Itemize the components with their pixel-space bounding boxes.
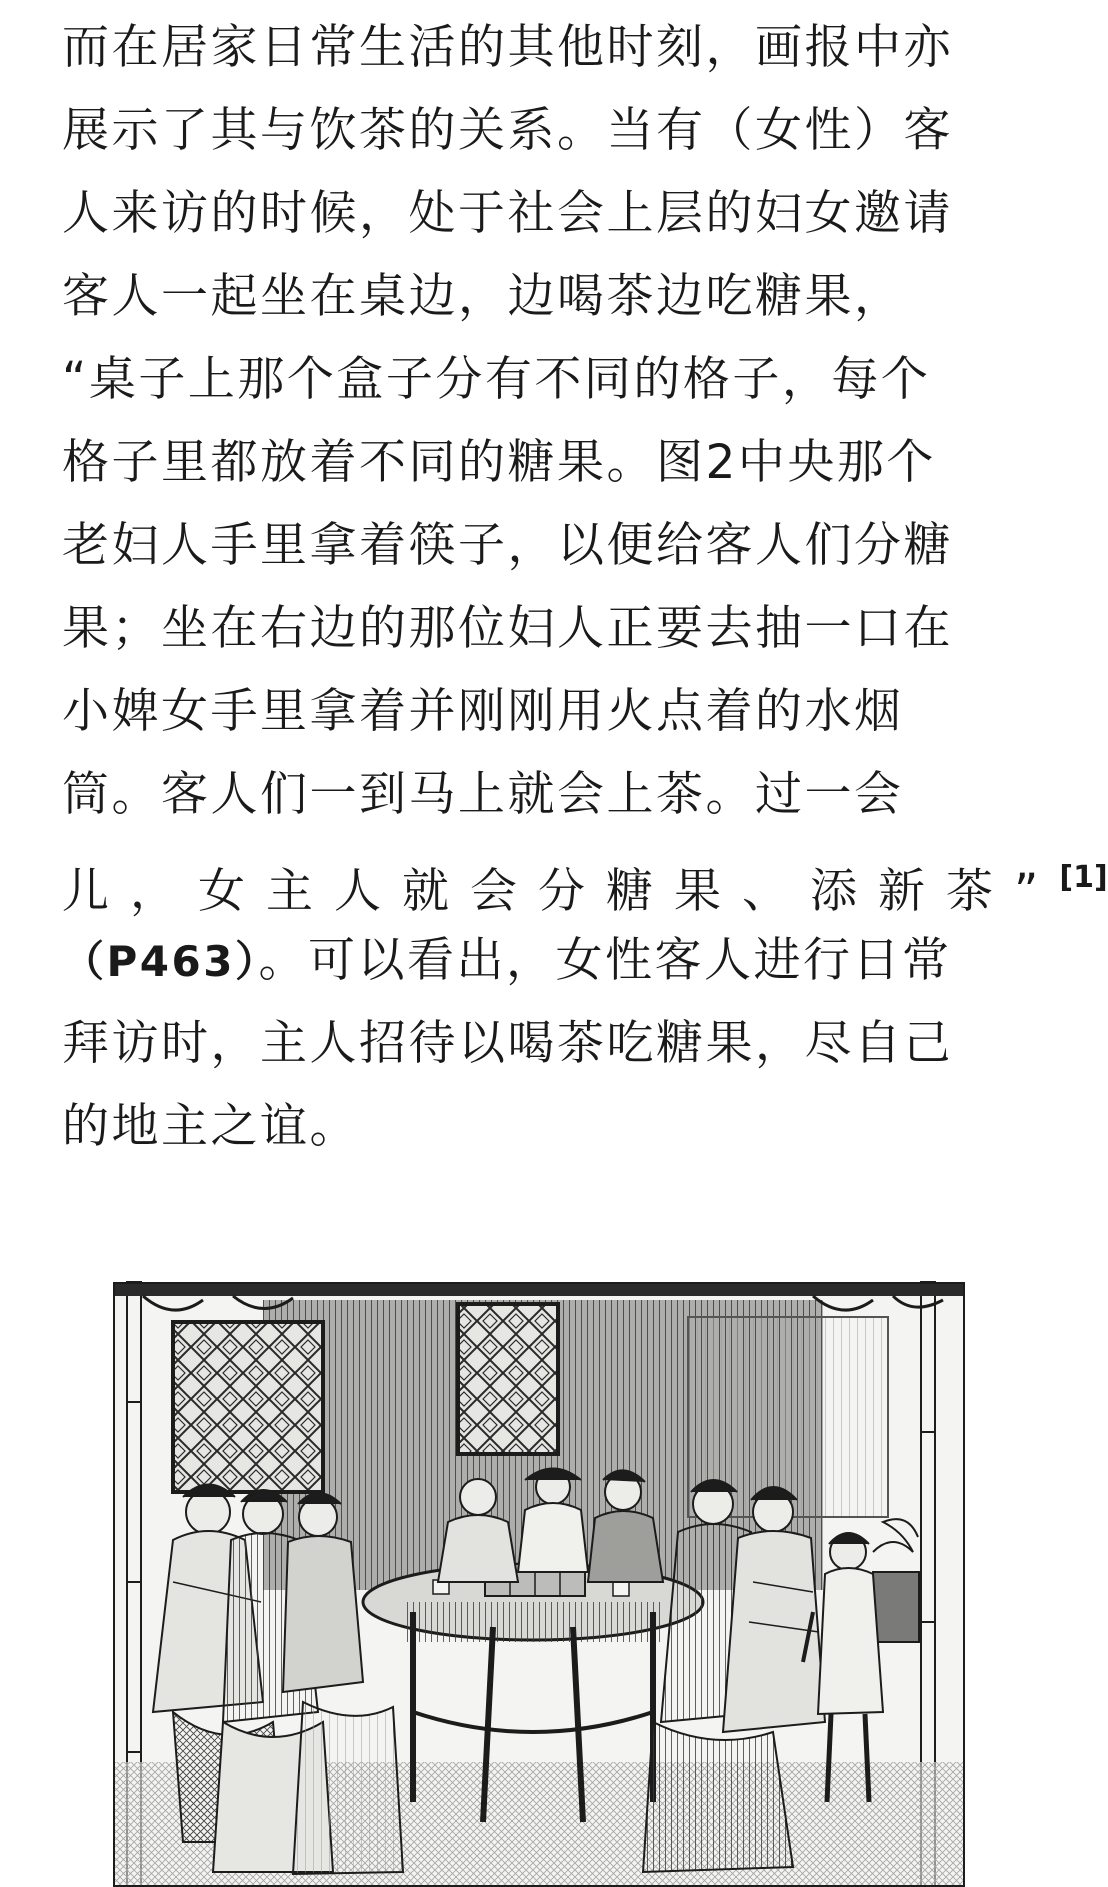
- page-citation: （P463）: [62, 937, 259, 986]
- text-line: 小婢女手里拿着并刚刚用火点着的水烟: [62, 684, 904, 739]
- text-line: 筒。客人们一到马上就会上茶。过一会: [62, 767, 904, 822]
- text-line: 展示了其与饮茶的关系。当有（女性）客: [62, 103, 953, 158]
- text-line: 而在居家日常生活的其他时刻，画报中亦: [62, 20, 953, 75]
- text-line: 客人一起坐在桌边，边喝茶边吃糖果，: [62, 269, 904, 324]
- text-line-with-citation: [62, 919, 1020, 1002]
- text-line: 果；坐在右边的那位妇人正要去抽一口在: [62, 601, 953, 656]
- text-line: 人来访的时候，处于社会上层的妇女邀请: [62, 186, 953, 241]
- text-line: “桌子上那个盒子分有不同的格子，每个: [62, 352, 931, 407]
- text-line: 的地主之谊。: [62, 1099, 359, 1154]
- text-line: 拜访时，主人招待以喝茶吃糖果，尽自己: [62, 1016, 953, 1071]
- tea-party-engraving: [113, 1282, 965, 1887]
- text-line-with-footnote: [62, 836, 1108, 919]
- article-text: [62, 6, 1108, 1168]
- text-line: 老妇人手里拿着筷子，以便给客人们分糖: [62, 518, 953, 573]
- footnote-ref[interactable]: [1]: [1059, 860, 1108, 895]
- text-line: 儿，女主人就会分糖果、添新茶”: [62, 864, 1060, 919]
- text-line: 格子里都放着不同的糖果。图2中央那个: [62, 435, 936, 490]
- engraving-illustration: [113, 1282, 965, 1887]
- text-line: 。可以看出，女性客人进行日常: [258, 933, 952, 988]
